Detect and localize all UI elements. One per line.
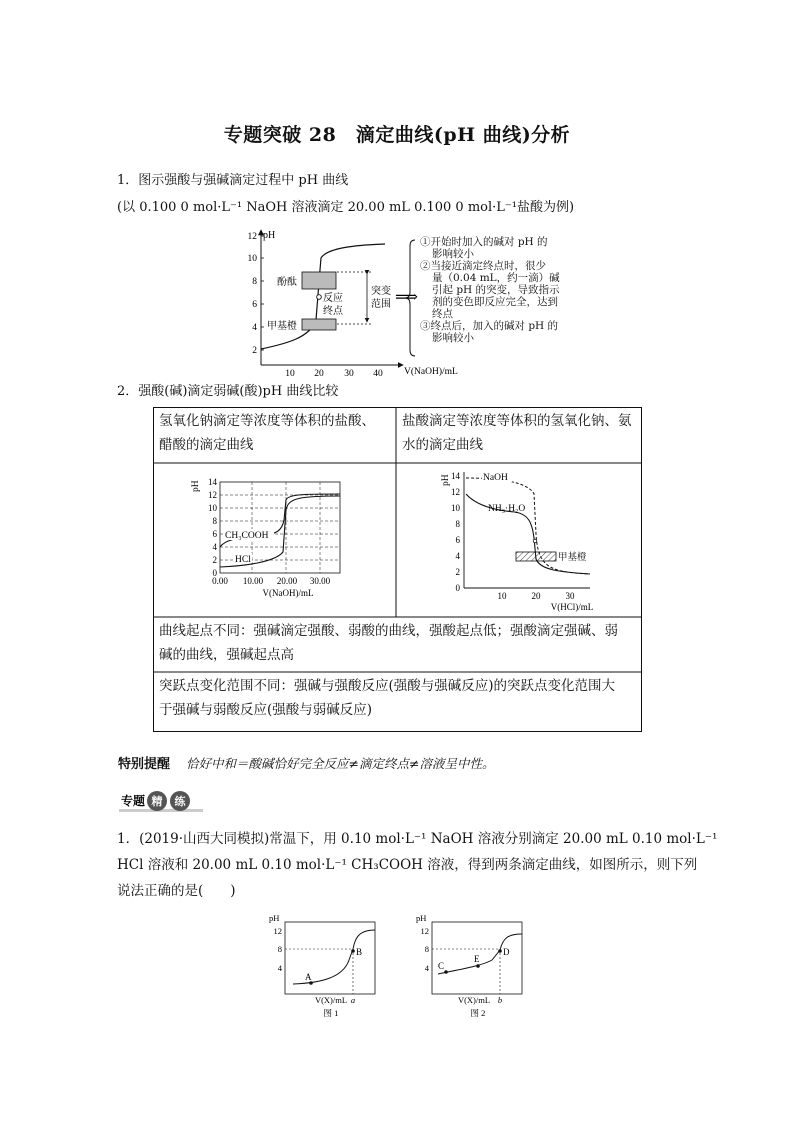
- point-b: [351, 949, 355, 953]
- section1-heading: 1．图示强酸与强碱滴定过程中 pH 曲线: [117, 173, 349, 188]
- row-line: 突跃点变化范围不同：强碱与强酸反应(强酸与强碱反应)的突跃点变化范围大: [159, 678, 616, 694]
- naoh-label: NaOH: [483, 473, 508, 483]
- xtick: 10.00: [242, 576, 264, 586]
- point-e-label: E: [474, 954, 480, 964]
- ytick: 8: [212, 516, 217, 526]
- methyl-orange-range-box: [516, 552, 556, 561]
- badge-char: 精: [151, 796, 163, 808]
- header-line: 氢氧化钠滴定等浓度等体积的盐酸、: [159, 413, 375, 429]
- fig-xlabel: V(X)/mL: [314, 995, 348, 1005]
- ytick: 14: [451, 471, 460, 481]
- xtick: 20: [314, 369, 324, 378]
- note-line: 剂的变色即反应完全，达到: [432, 296, 558, 308]
- table-row-jump-range: [154, 674, 641, 722]
- ytick: 10: [247, 254, 257, 264]
- ytick: 6: [252, 300, 257, 310]
- ytick: 6: [212, 529, 217, 539]
- badge-label: 专题: [121, 794, 146, 808]
- x-axis-label: V(HCl)/mL: [550, 602, 594, 612]
- table-header-cell: [154, 409, 395, 457]
- xtick: 30: [565, 591, 575, 601]
- fig-caption: 图 1: [323, 1008, 339, 1018]
- chart-ylabel: pH: [263, 230, 276, 241]
- ytick: 14: [208, 477, 217, 487]
- methyl-orange-label: 甲基橙: [267, 321, 297, 332]
- endpoint-marker: [533, 539, 537, 543]
- x-axis-label: V(NaOH)/mL: [404, 367, 458, 377]
- ytick: 8: [424, 944, 429, 954]
- point-e: [476, 964, 480, 968]
- point-a-label: A: [305, 972, 312, 982]
- ytick: 4: [455, 551, 460, 561]
- ytick: 12: [247, 232, 257, 242]
- question-line: 1．(2019·山西大同模拟)常温下，用 0.10 mol·L⁻¹ NaOH 溶液分别滴定 20.00 mL 0.10 mol·L⁻¹: [117, 831, 718, 847]
- ytick: 12: [273, 926, 282, 936]
- ytick: 12: [420, 926, 429, 936]
- row-line: 碱的曲线，强碱起点高: [159, 647, 294, 663]
- fig-caption: 图 2: [470, 1008, 486, 1018]
- note-line: ②当接近滴定终点时，很少: [420, 260, 546, 272]
- methyl-orange-label: 甲基橙: [558, 553, 587, 563]
- table-row-start-point: [154, 619, 641, 667]
- note-line: 引起 pH 的突变，导致指示: [432, 284, 560, 296]
- point-c: [444, 970, 448, 974]
- fig-ylabel: pH: [416, 913, 427, 923]
- xtick: 0.00: [212, 576, 228, 586]
- practice-section-badge: [117, 789, 207, 815]
- hcl-label: HCl: [235, 555, 251, 565]
- x-axis-label: V(NaOH)/mL: [262, 588, 314, 598]
- xtick: 20: [531, 591, 541, 601]
- endpoint-label: 反应: [323, 293, 343, 304]
- ytick: 0: [212, 568, 217, 578]
- jump-range-label: 突变: [371, 286, 391, 297]
- notes-block: [420, 236, 560, 344]
- special-tip: [118, 755, 494, 774]
- question-line: HCl 溶液和 20.00 mL 0.10 mol·L⁻¹ CH₃COOH 溶液，得到两条滴定曲线，如图所示，则下列: [117, 857, 698, 873]
- nh3-label: NH₃·H₂O: [488, 504, 526, 514]
- jump-range-label: 范围: [371, 299, 391, 310]
- x-mark: b: [497, 995, 503, 1005]
- section2-heading: 2．强酸(碱)滴定弱碱(酸)pH 曲线比较: [117, 384, 339, 399]
- note-line: 影响较小: [432, 248, 474, 260]
- xtick: 30: [344, 369, 354, 378]
- naoh-titration-chart: [190, 470, 390, 600]
- methyl-orange-range-box: [302, 319, 336, 330]
- tip-text: 恰好中和＝酸碱恰好完全反应≠滴定终点≠溶液呈中性。: [186, 756, 495, 771]
- ytick: 12: [451, 487, 460, 497]
- fig-xlabel: V(X)/mL: [457, 995, 491, 1005]
- phenolphthalein-label: 酚酞: [277, 277, 297, 288]
- question-figure-1: [265, 910, 385, 1022]
- ytick: 4: [424, 963, 429, 973]
- note-line: ①开始时加入的碱对 pH 的: [420, 236, 548, 248]
- chart-ylabel: pH: [191, 480, 201, 492]
- double-arrow-icon: ⟹: [395, 289, 418, 306]
- ytick: 4: [212, 542, 217, 552]
- hcl-titration-chart: [430, 464, 630, 614]
- note-line: 影响较小: [432, 332, 474, 344]
- row-line: 于强碱与弱酸反应(强酸与弱碱反应): [159, 702, 373, 718]
- row-line: 曲线起点不同：强碱滴定强酸、弱酸的曲线，强酸起点低；强酸滴定强碱、弱: [159, 623, 618, 639]
- question-figure-2: [412, 910, 532, 1022]
- xtick: 10: [497, 591, 507, 601]
- ytick: 8: [277, 944, 282, 954]
- ytick: 8: [252, 277, 257, 287]
- question-1: [117, 826, 717, 904]
- badge-char: 练: [174, 796, 186, 808]
- ytick: 4: [277, 963, 282, 973]
- xtick: 20.00: [276, 576, 298, 586]
- header-line: 盐酸滴定等浓度等体积的氢氧化钠、氨: [402, 413, 632, 429]
- phenolphthalein-range-box: [302, 272, 336, 289]
- note-line: ③终点后，加入的碱对 pH 的: [420, 320, 559, 332]
- ytick: 4: [252, 323, 257, 333]
- point-d: [498, 949, 502, 953]
- header-line: 醋酸的滴定曲线: [159, 437, 254, 453]
- ytick: 10: [451, 503, 460, 513]
- ytick: 2: [212, 555, 217, 565]
- ch3cooh-label: CH₃COOH: [225, 531, 269, 541]
- point-d-label: D: [503, 947, 510, 957]
- xtick: 40: [373, 369, 383, 378]
- fig-ylabel: pH: [269, 913, 280, 923]
- table-header-cell: [397, 409, 642, 457]
- ytick: 2: [455, 567, 460, 577]
- ytick: 8: [455, 519, 460, 529]
- header-line: 水的滴定曲线: [402, 437, 483, 453]
- chart-ylabel: pH: [441, 474, 451, 486]
- note-line: 终点: [432, 308, 453, 320]
- ytick: 2: [252, 346, 257, 356]
- xtick: 10: [285, 369, 295, 378]
- ytick: 10: [208, 503, 217, 513]
- ytick: 6: [455, 535, 460, 545]
- point-b-label: B: [356, 947, 363, 957]
- page-title: 专题突破 28 滴定曲线(pH 曲线)分析: [223, 124, 571, 146]
- xtick: 30.00: [309, 576, 331, 586]
- section1-subheading: (以 0.100 0 mol·L⁻¹ NaOH 溶液滴定 20.00 mL 0.100 0 mol·L⁻¹盐酸为例): [117, 200, 575, 215]
- ytick: 12: [208, 490, 217, 500]
- endpoint-marker: [317, 295, 322, 300]
- ytick: 0: [455, 583, 460, 593]
- x-mark: a: [350, 995, 356, 1005]
- point-c-label: C: [438, 961, 445, 971]
- note-line: 量（0.04 mL，约一滴）碱: [432, 272, 560, 284]
- endpoint-label: 终点: [323, 306, 343, 317]
- question-line: 说法正确的是( ): [117, 883, 236, 899]
- tip-label: 特别提醒: [118, 757, 171, 772]
